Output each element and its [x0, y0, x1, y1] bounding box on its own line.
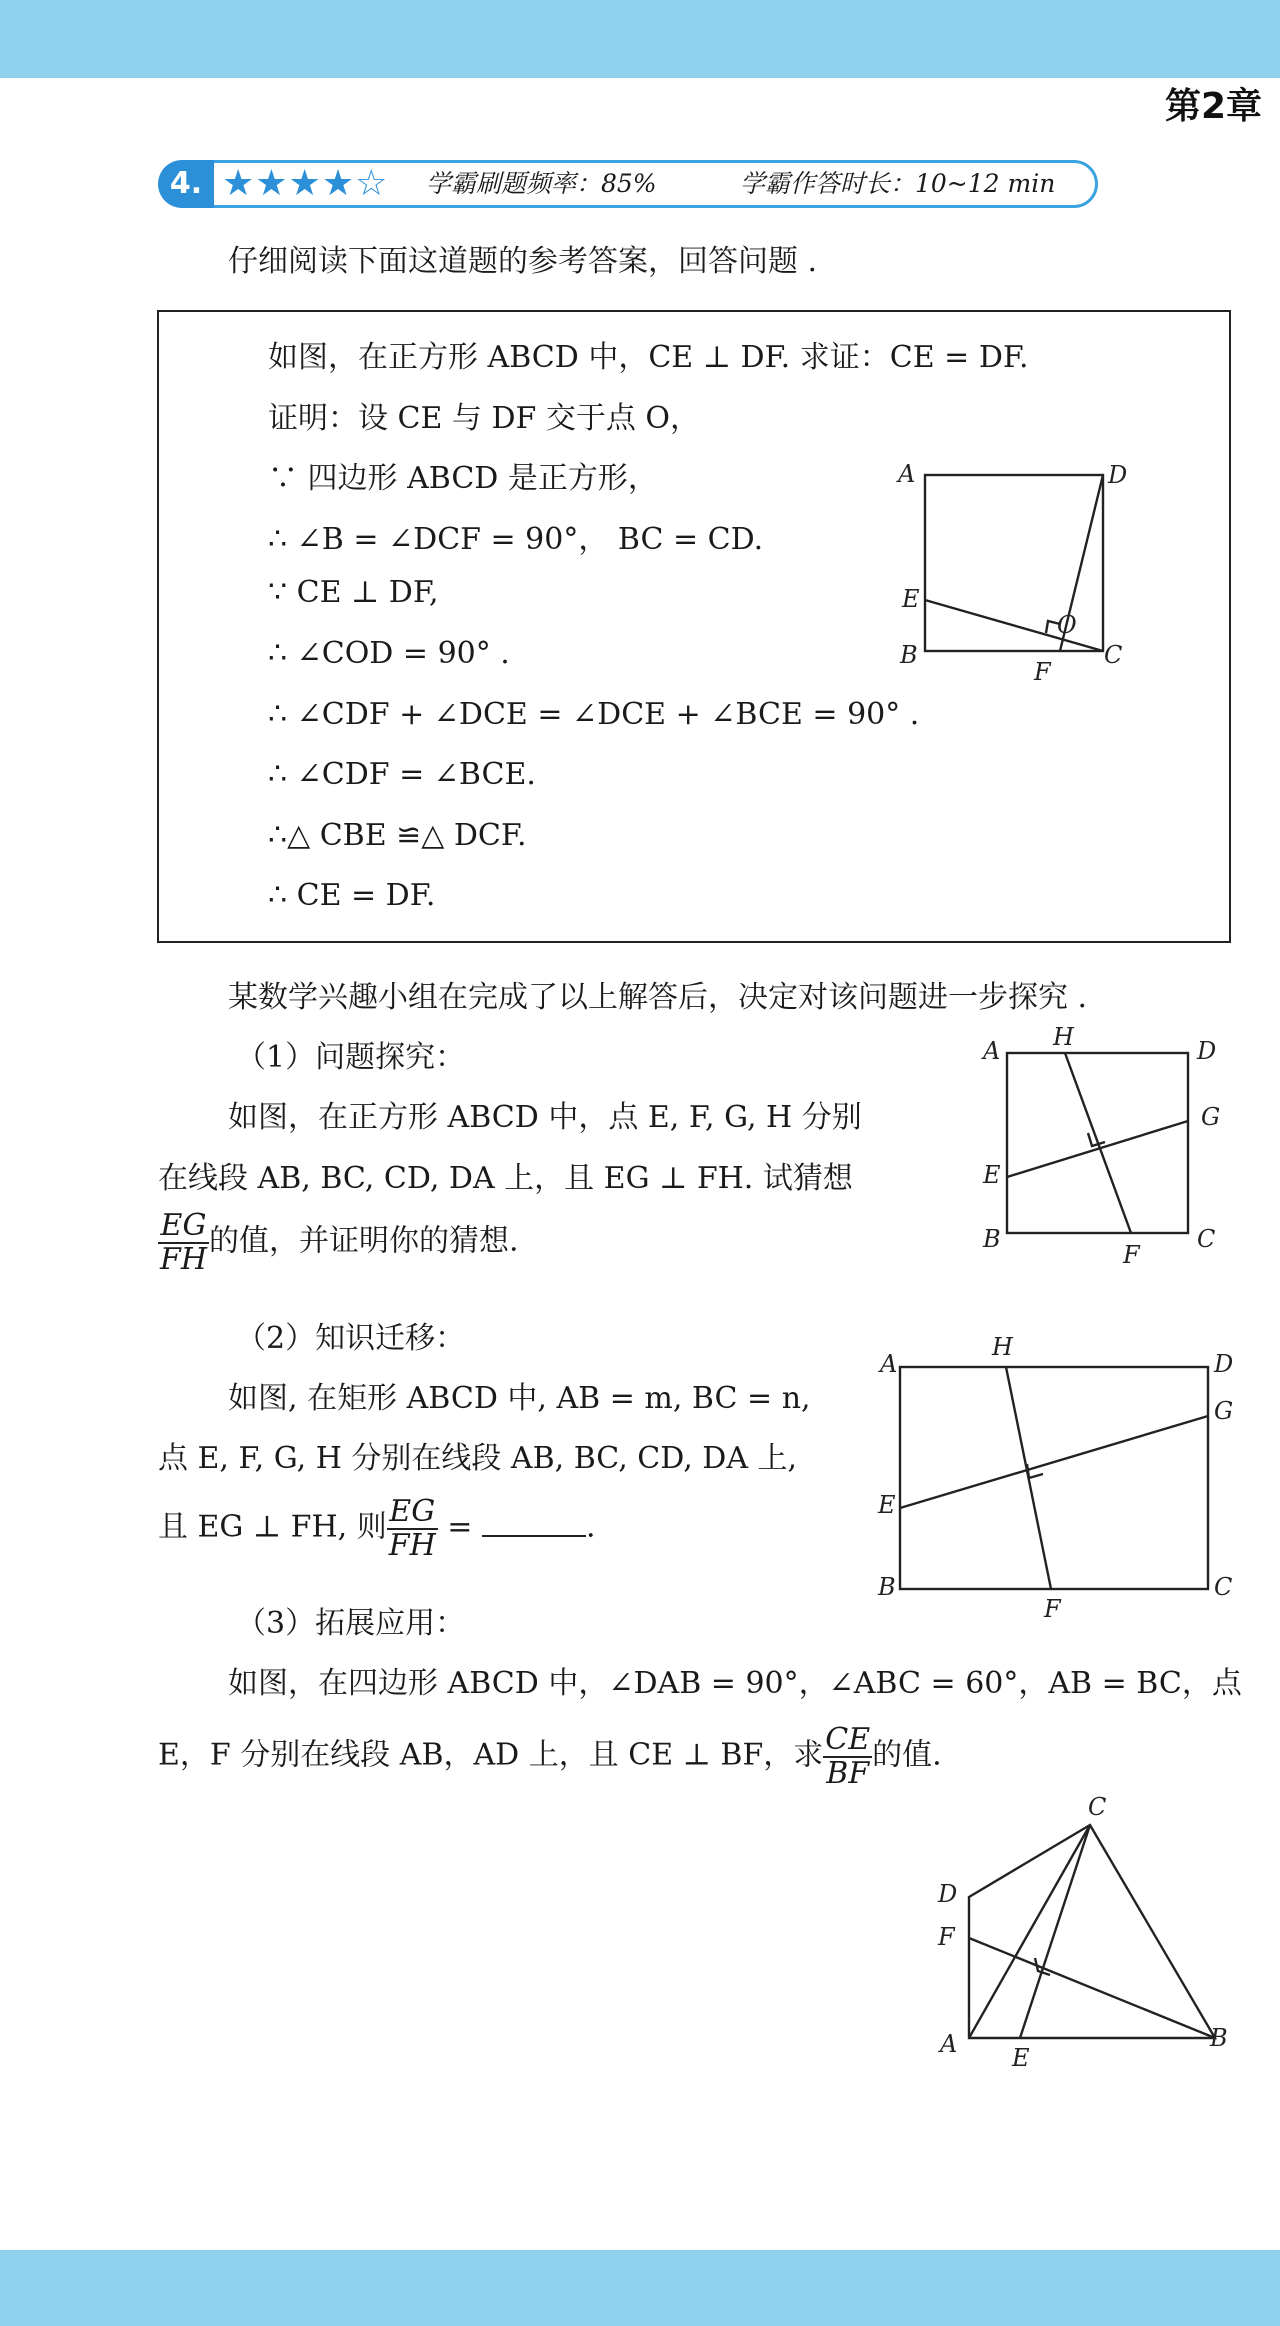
point-label: E — [902, 585, 920, 613]
fraction-eg-fh: $\frac{EG}{FH}$ — [160, 1208, 207, 1277]
point-label: D — [1108, 461, 1128, 489]
proof-line: ∵ 四边形 ABCD 是正方形， — [268, 461, 658, 496]
part2-heading: （2）知识迁移： — [236, 1321, 466, 1356]
segment-bf — [969, 1938, 1215, 2038]
point-label: A — [880, 1350, 898, 1378]
point-label: F — [1123, 1241, 1140, 1269]
proof-line: 如图，在正方形 ABCD 中，CE ⊥ DF. 求证：CE = DF. — [268, 340, 1029, 375]
proof-line: ∴ ∠B = ∠DCF = 90°， BC = CD. — [268, 522, 764, 557]
point-label: B — [1210, 2024, 1228, 2052]
proof-line: ∴ ∠CDF + ∠DCE = ∠DCE + ∠BCE = 90° . — [268, 697, 920, 732]
part1-heading: （1）问题探究： — [236, 1040, 466, 1075]
point-label: B — [878, 1573, 896, 1601]
point-label: D — [938, 1880, 958, 1908]
proof-line: ∴ ∠CDF = ∠BCE. — [268, 757, 536, 792]
part2-answer-line: 且 EG ⊥ FH, 则 $\frac{EG}{FH}$ = . — [158, 1494, 596, 1563]
part2-text: 点 E, F, G, H 分别在线段 AB, BC, CD, DA 上, — [158, 1441, 798, 1476]
point-label: B — [900, 641, 918, 669]
point-label: F — [1034, 658, 1051, 686]
point-label: D — [1197, 1037, 1217, 1065]
point-label: C — [1088, 1793, 1107, 1821]
point-label: A — [983, 1037, 1001, 1065]
point-label: B — [983, 1225, 1001, 1253]
part3-quadrilateral-figure — [920, 1790, 1240, 2070]
proof-line: 证明：设 CE 与 DF 交于点 O， — [268, 401, 700, 436]
proof-line: ∵ CE ⊥ DF, — [268, 575, 439, 610]
point-label: E — [1012, 2044, 1030, 2070]
question-number: 4. — [158, 160, 214, 208]
point-label: H — [992, 1333, 1013, 1361]
point-label: G — [1201, 1103, 1221, 1131]
exploration-intro: 某数学兴趣小组在完成了以上解答后，决定对该问题进一步探究 . — [228, 980, 1088, 1015]
chapter-label: 第2章 — [1164, 86, 1262, 127]
intro-text: 仔细阅读下面这道题的参考答案，回答问题 . — [228, 244, 818, 279]
part3-heading: （3）拓展应用： — [236, 1606, 466, 1641]
point-label: F — [1044, 1595, 1061, 1623]
point-label: E — [878, 1491, 896, 1519]
fraction-eg-fh: $\frac{EG}{FH}$ — [388, 1494, 436, 1563]
bottom-color-band — [0, 2250, 1280, 2326]
point-label: E — [983, 1161, 1001, 1189]
part1-text: 如图，在正方形 ABCD 中，点 E, F, G, H 分别 — [228, 1100, 862, 1135]
point-label: F — [938, 1923, 955, 1951]
point-label: C — [1104, 641, 1123, 669]
part1-square-figure — [975, 1025, 1235, 1280]
part3-question-line: E，F 分别在线段 AB，AD 上，且 CE ⊥ BF，求 $\frac{CE}{BF}$ 的值. — [158, 1722, 942, 1791]
point-label: D — [1214, 1350, 1234, 1378]
part2-text: 如图, 在矩形 ABCD 中, AB = m, BC = n, — [228, 1381, 811, 1416]
proof-line: ∴△ CBE ≌△ DCF. — [268, 818, 527, 853]
point-label: C — [1214, 1573, 1233, 1601]
segment-eg — [1007, 1121, 1188, 1177]
point-label: A — [898, 460, 916, 488]
answer-blank[interactable] — [482, 1507, 586, 1537]
rectangle-outline — [900, 1367, 1208, 1589]
practice-frequency: 学霸刷题频率：85% — [426, 169, 657, 198]
fraction-ce-bf: $\frac{CE}{BF}$ — [825, 1722, 871, 1791]
answer-duration: 学霸作答时长：10~12 min — [740, 169, 1056, 198]
difficulty-stars: ★★★★☆ — [222, 163, 389, 204]
point-label: O — [1057, 611, 1077, 639]
segment-eg — [900, 1416, 1208, 1508]
part2-rectangle-figure — [870, 1335, 1235, 1595]
quadrilateral-outline — [969, 1825, 1215, 2038]
part2-figure-labels — [870, 1333, 1234, 1623]
point-label: G — [1214, 1397, 1234, 1425]
proof-line: ∴ ∠COD = 90° . — [268, 636, 510, 671]
top-color-band — [0, 0, 1280, 78]
part1-fraction-line: $\frac{EG}{FH}$ 的值，并证明你的猜想. — [160, 1208, 519, 1277]
proof-square-figure — [890, 450, 1150, 690]
point-label: A — [940, 2030, 958, 2058]
point-label: C — [1197, 1225, 1216, 1253]
part1-text: 在线段 AB, BC, CD, DA 上，且 EG ⊥ FH. 试猜想 — [158, 1161, 853, 1196]
part3-text: 如图，在四边形 ABCD 中，∠DAB = 90°，∠ABC = 60°，AB = BC，点 — [228, 1666, 1242, 1701]
proof-line: ∴ CE = DF. — [268, 878, 436, 913]
point-label: H — [1053, 1025, 1074, 1051]
